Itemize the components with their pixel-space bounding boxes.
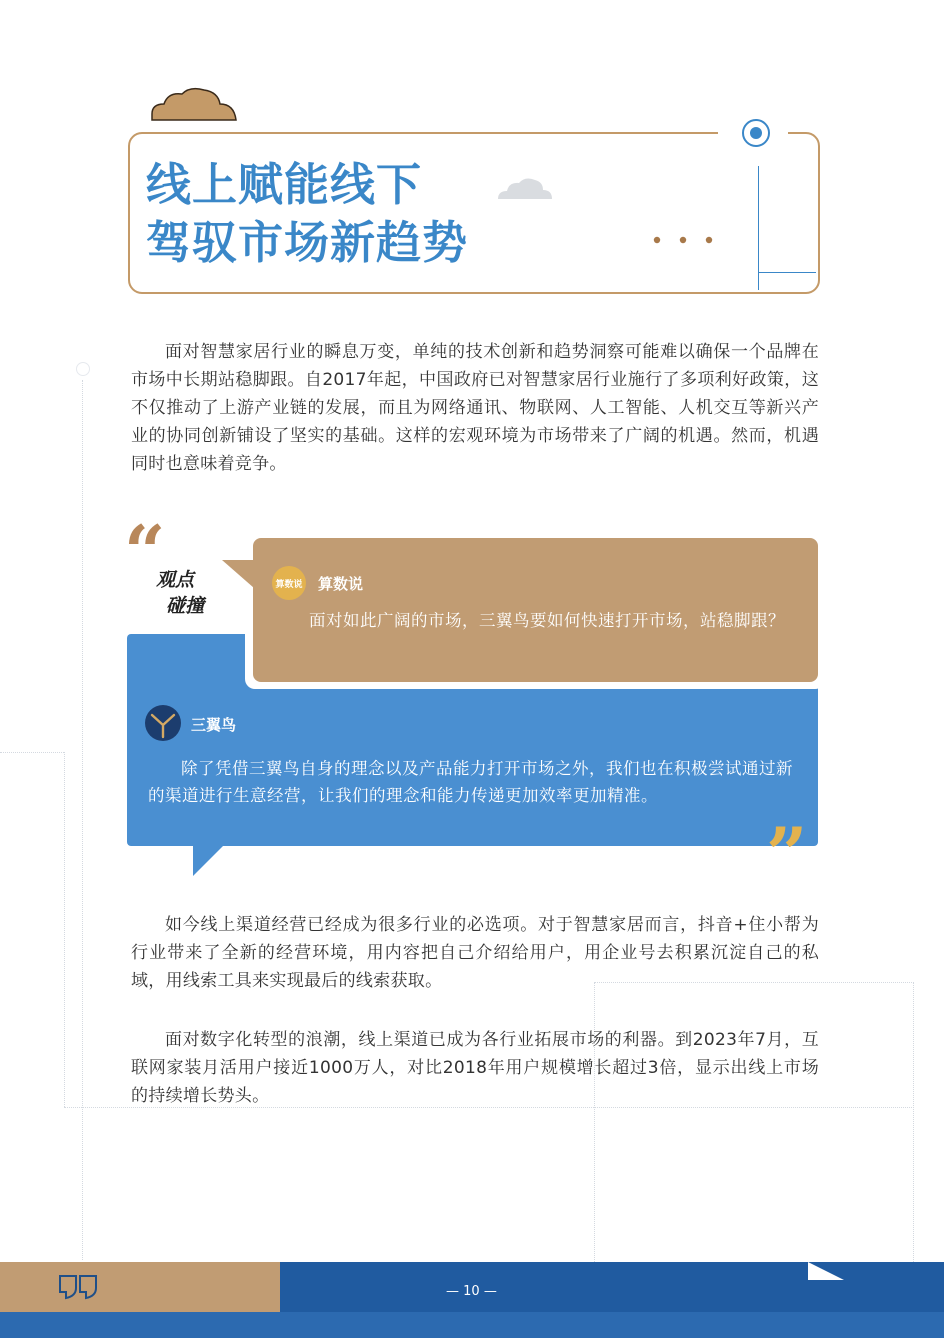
viewpoint-label [156, 567, 204, 619]
decor-dotted-line [0, 752, 64, 753]
avatar [272, 566, 306, 600]
answer-speaker: 三翼鸟 [191, 716, 237, 734]
question-text: 面对如此广阔的市场，三翼鸟要如何快速打开市场，站稳脚跟？ [309, 611, 785, 630]
page-number-value: 10 [463, 1284, 480, 1299]
decor-dotted-line [82, 380, 83, 1260]
decor-dot-icon [76, 362, 90, 376]
answer-bubble-tail [193, 844, 225, 876]
open-quote-icon: “ [124, 509, 166, 594]
title-decor-line [758, 272, 816, 273]
ellipsis-icon [650, 234, 716, 246]
target-dot-icon [740, 117, 772, 149]
page-title-line-2: 驾驭市场新趋势 [146, 216, 469, 269]
body-paragraph-3: 面对数字化转型的浪潮，线上渠道已成为各行业拓展市场的利器。到2023年7月，互联网家装月活用户接近1000万人，对比2018年用户规模增长超过3倍，显示出线上市场的持续增长势头。 [131, 1030, 819, 1106]
page-number: — 10 — [446, 1284, 497, 1299]
viewpoint-label-line-2: 碰撞 [166, 595, 205, 617]
close-quote-icon: ” [766, 811, 808, 896]
decor-dotted-line [913, 982, 914, 1262]
page-title-line-1: 线上赋能线下 [146, 158, 423, 211]
footer-strip [0, 1312, 944, 1338]
footer-accent [0, 1262, 280, 1312]
avatar-text: 算数说 [275, 579, 303, 590]
answer-text: 除了凭借三翼鸟自身的理念以及产品能力打开市场之外，我们也在积极尝试通过新的渠道进行生意经营，让我们的理念和能力传递更加效率更加精准。 [148, 759, 793, 805]
question-speaker: 算数说 [318, 575, 364, 593]
decor-dotted-line [64, 752, 65, 1107]
small-cloud-icon [497, 176, 553, 200]
brand-logo-icon [145, 705, 181, 741]
decor-dotted-line [594, 982, 595, 1262]
cloud-icon [150, 86, 238, 122]
viewpoint-label-line-1: 观点 [156, 569, 195, 591]
question-bubble-tail [222, 560, 254, 588]
body-paragraph-2: 如今线上渠道经营已经成为很多行业的必选项。对于智慧家居而言，抖音+住小帮为行业带来了全新的经营环境，用内容把自己介绍给用户，用企业号去积累沉淀自己的私域，用线索工具来实现最后的线索获取。 [131, 915, 819, 991]
quote-mark-icon [58, 1274, 100, 1300]
body-paragraph-1: 面对智慧家居行业的瞬息万变，单纯的技术创新和趋势洞察可能难以确保一个品牌在市场中长期站稳脚跟。自2017年起，中国政府已对智慧家居行业施行了多项利好政策，这不仅推动了上游产业链的发展，而且为网络通讯、物联网、人工智能、人机交互等新兴产业的协同创新铺设了坚实的基础。这样的宏观环境为市场带来了广阔的机遇。然而，机遇同时也意味着竞争。 [131, 342, 819, 474]
title-frame [128, 132, 820, 294]
